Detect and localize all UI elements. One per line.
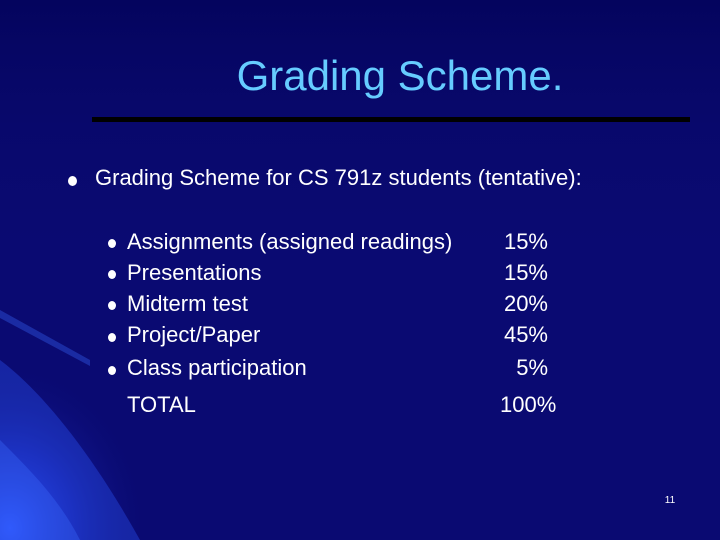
item-label: Midterm test — [127, 291, 249, 316]
bullet-icon — [108, 301, 116, 310]
bullet-icon — [108, 239, 116, 248]
item-label: Class participation — [127, 355, 307, 380]
total-value: 100% — [500, 392, 557, 417]
item-value: 20% — [503, 291, 548, 316]
item-value: 5% — [516, 355, 548, 380]
item-value: 15% — [503, 229, 548, 254]
item-label: Project/Paper — [127, 322, 261, 347]
bullet-icon — [68, 176, 77, 186]
page-number: 11 — [664, 495, 676, 506]
item-label: Assignments (assigned readings) — [127, 229, 453, 254]
item-value: 45% — [503, 322, 548, 347]
bullet-icon — [108, 333, 116, 342]
title-underline — [92, 117, 690, 122]
slide-title: Grading Scheme. — [236, 52, 564, 99]
item-label: Presentations — [127, 260, 262, 285]
bullet-icon — [108, 270, 116, 279]
main-point-text: Grading Scheme for CS 791z students (tentative): — [95, 165, 582, 190]
total-label: TOTAL — [127, 392, 196, 417]
bullet-icon — [108, 366, 116, 375]
item-value: 15% — [503, 260, 548, 285]
